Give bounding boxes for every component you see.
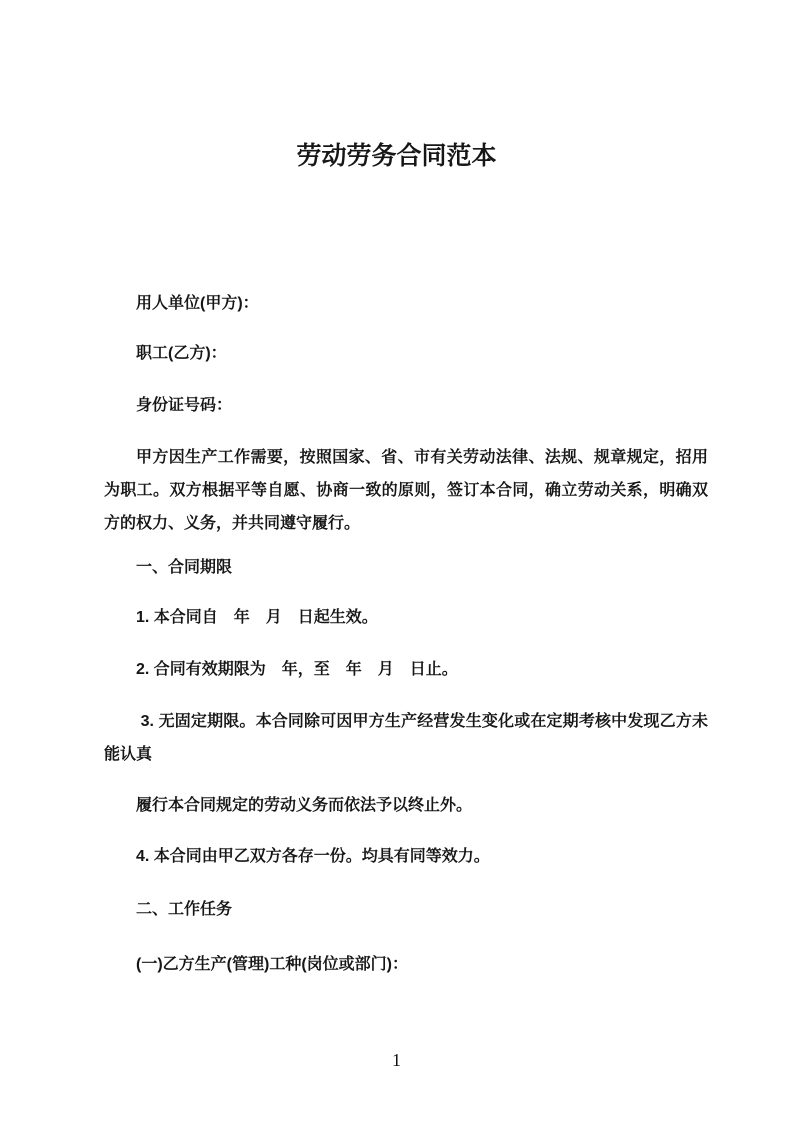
clause-4-copies: 4. 本合同由甲乙双方各存一份。均具有同等效力。 [136, 848, 490, 865]
clause-2-valid-period: 2. 合同有效期限为 年，至 年 月 日止。 [136, 661, 458, 678]
clause-3-continuation: 履行本合同规定的劳动义务而依法予以终止外。 [136, 797, 473, 814]
page-number: 1 [392, 1050, 401, 1070]
para-preamble: 甲方因生产工作需要，按照国家、省、市有关劳动法律、法规、规章规定，招用为职工。双方根据平等自愿、协商一致的原则，签订本合同，确立劳动关系，明确双方的权力、义务，并共同遵守履行。 [104, 449, 708, 532]
document-body [104, 287, 708, 981]
line-id-number: 身份证号码： [136, 397, 233, 414]
clause-3-open-ended-term: 3. 无固定期限。本合同除可因甲方生产经营发生变化或在定期考核中发现乙方未能认真 [104, 713, 709, 763]
clause-work-type: (一)乙方生产(管理)工种(岗位或部门)： [136, 956, 408, 973]
heading-section-1-contract-term: 一、合同期限 [136, 559, 233, 576]
line-employer-party-a: 用人单位(甲方)： [136, 295, 259, 312]
clause-1-effective-date: 1. 本合同自 年 月 日起生效。 [136, 609, 378, 626]
heading-section-2-work-tasks: 二、工作任务 [136, 901, 233, 918]
line-employee-party-b: 职工(乙方)： [136, 345, 227, 362]
page-title: 劳动劳务合同范本 [296, 142, 497, 170]
